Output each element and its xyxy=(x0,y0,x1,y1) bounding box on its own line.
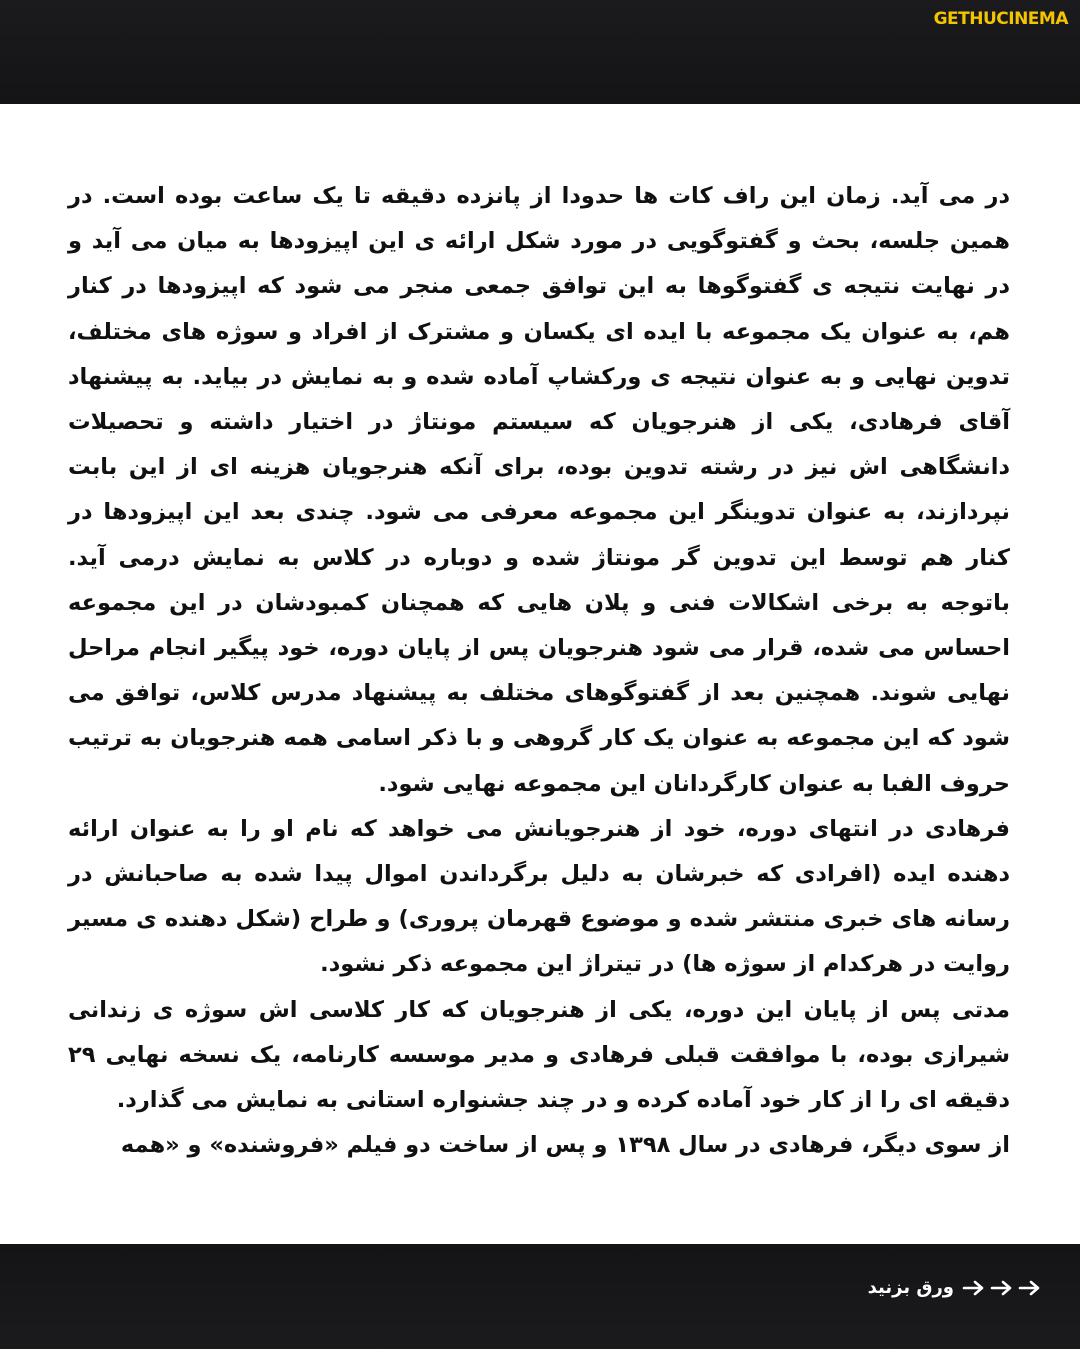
swipe-hint[interactable] xyxy=(868,1277,1042,1298)
article-paragraph-2: فرهادی در انتهای دوره، خود از هنرجویانش می خواهد که نام او را به عنوان ارائه دهنده ایده (افرادی که خبرشان به دلیل برگرداندن اموال پیدا شده به صاحبانش در رسانه های خبری منتشر شده و موضوع قهرمان پروری) و طراح (شکل دهنده ی مسیر روایت در هرکدام از سوژه ها) در تیتراژ این مجموعه ذکر نشود. xyxy=(68,815,1010,978)
article-paragraph-1: در می آید. زمان این راف کات ها حدودا از پانزده دقیقه تا یک ساعت بوده است. در همین جلسه، بحث و گفتوگویی در مورد شکل ارائه ی این اپیزودها به میان می آید و در نهایت نتیجه ی گفتوگوها به این توافق جمعی منجر می شود که اپیزودها در کنار هم، به عنوان یک مجموعه با ایده ای یکسان و مشترک از افراد و سوژه های مختلف، تدوین نهایی و به عنوان نتیجه ی ورکشاپ آماده شده و به نمایش در بیاید. به پیشنهاد آقای فرهادی، یکی از هنرجویان که سیستم مونتاژ در اختیار داشته و تحصیلات دانشگاهی اش نیز در رشته تدوین بوده، برای آنکه هنرجویان هزینه ای از این بابت نپردازند، به عنوان تدوینگر این مجموعه معرفی می شود. چندی بعد این اپیزودها در کنار هم توسط این تدوین گر مونتاژ شده و دوباره در کلاس به نمایش درمی آید. باتوجه به برخی اشکالات فنی و پلان هایی که همچنان کمبودشان در این مجموعه احساس می شده، قرار می شود هنرجویان پس از پایان دوره، خود پیگیر انجام مراحل نهایی شوند. همچنین بعد از گفتوگوهای مختلف به پیشنهاد مدرس کلاس، توافق می شود که این مجموعه به عنوان یک کار گروهی و با ذکر اسامی همه هنرجویان به ترتیب حروف الفبا به عنوان کارگردانان این مجموعه نهایی شود. xyxy=(68,183,1010,797)
logo-text-gethu: GETHU xyxy=(933,9,997,29)
swipe-arrows xyxy=(962,1279,1042,1297)
arrow-right-icon xyxy=(990,1279,1014,1297)
article-paragraph-4: از سوی دیگر، فرهادی در سال ۱۳۹۸ و پس از ساخت دو فیلم «فروشنده» و «همه xyxy=(120,1132,1010,1159)
arrow-right-icon xyxy=(962,1279,986,1297)
bottom-dark-band xyxy=(0,1244,1080,1349)
arrow-right-icon xyxy=(1018,1279,1042,1297)
article-text xyxy=(68,174,1010,1168)
document-page xyxy=(0,104,1080,1244)
top-dark-band xyxy=(0,0,1080,104)
logo-text-cinema: CINEMA xyxy=(996,9,1068,29)
gethucinema-logo xyxy=(934,9,1068,29)
swipe-label: ورق بزنید xyxy=(867,1277,954,1298)
article-paragraph-3: مدتی پس از پایان این دوره، یکی از هنرجویان که کار کلاسی اش سوژه ی زندانی شیرازی بوده، با موافقت قبلی فرهادی و مدیر موسسه کارنامه، یک نسخه نهایی ۲۹ دقیقه ای را از کار خود آماده کرده و در چند جشنواره استانی به نمایش می گذارد. xyxy=(68,996,1010,1114)
